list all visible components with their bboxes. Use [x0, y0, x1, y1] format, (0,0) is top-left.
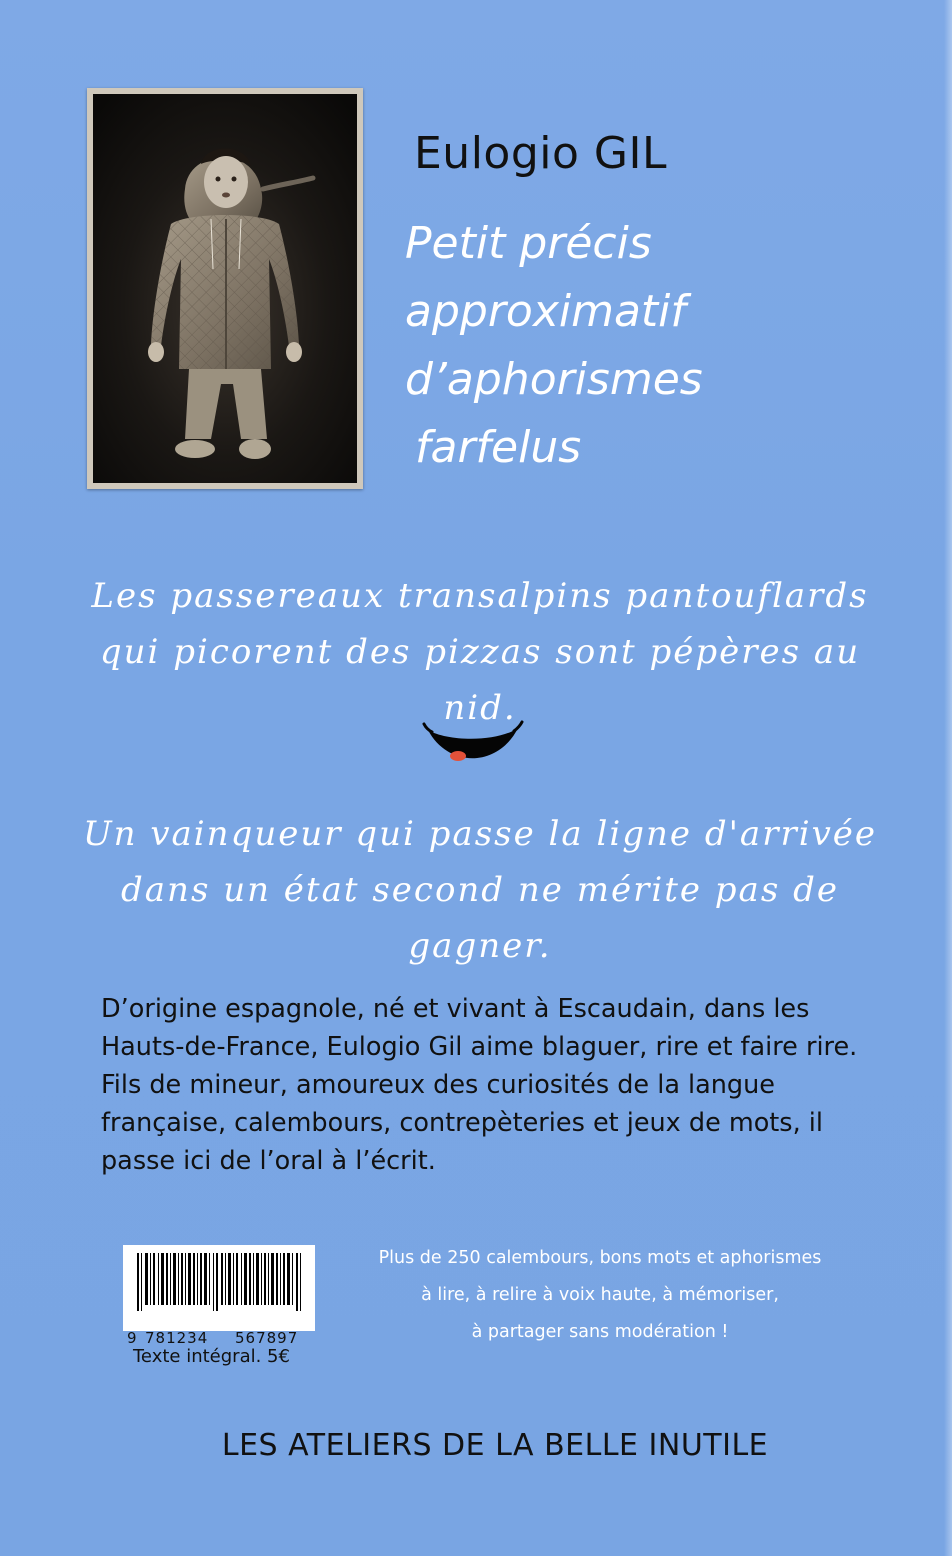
author-bio: D’origine espagnole, né et vivant à Escaudain, dans les Hauts-de-France, Eulogio Gil aime blaguer, rire et faire rire. Fils de mineur, amoureux des curiosités de la langue française, calembours, contrepèteries et jeux de mots, il passe ici de l’oral à l’écrit.	[101, 994, 858, 1176]
promo-blurb	[340, 1240, 860, 1351]
child-portrait-photo	[93, 94, 357, 483]
price-label: Texte intégral. 5€	[133, 1346, 290, 1367]
quote-passereaux	[60, 568, 900, 736]
barcode-bars	[123, 1245, 315, 1311]
quote-line: qui picorent des pizzas sont pépères au nid.	[99, 632, 861, 728]
isbn-group-1: 781234	[145, 1329, 209, 1347]
author-name: Eulogio GIL	[414, 128, 667, 179]
quote-line: dans un état second ne mérite pas de gagner.	[121, 870, 839, 966]
quote-line: Un vainqueur qui passe la ligne d'arrivée	[82, 814, 878, 854]
book-title	[405, 210, 865, 482]
author-childhood-photo	[87, 88, 363, 489]
smile-mouth-icon	[418, 716, 528, 772]
isbn-group-2: 567897	[235, 1329, 299, 1347]
isbn-barcode	[123, 1245, 315, 1347]
quote-vainqueur	[60, 806, 900, 974]
title-line: Petit précis	[405, 218, 652, 269]
publisher-name: LES ATELIERS DE LA BELLE INUTILE	[221, 1428, 769, 1463]
blurb-line: à partager sans modération !	[471, 1322, 729, 1342]
blurb-line: Plus de 250 calembours, bons mots et aphorismes	[378, 1248, 822, 1268]
title-line: approximatif	[405, 286, 686, 337]
blurb-line: à lire, à relire à voix haute, à mémoriser,	[421, 1285, 779, 1305]
title-line: d’aphorismes	[405, 354, 703, 405]
isbn-lead-digit: 9	[127, 1329, 138, 1347]
quote-line: Les passereaux transalpins pantouflards	[91, 576, 869, 616]
title-line: farfelus	[415, 422, 582, 473]
